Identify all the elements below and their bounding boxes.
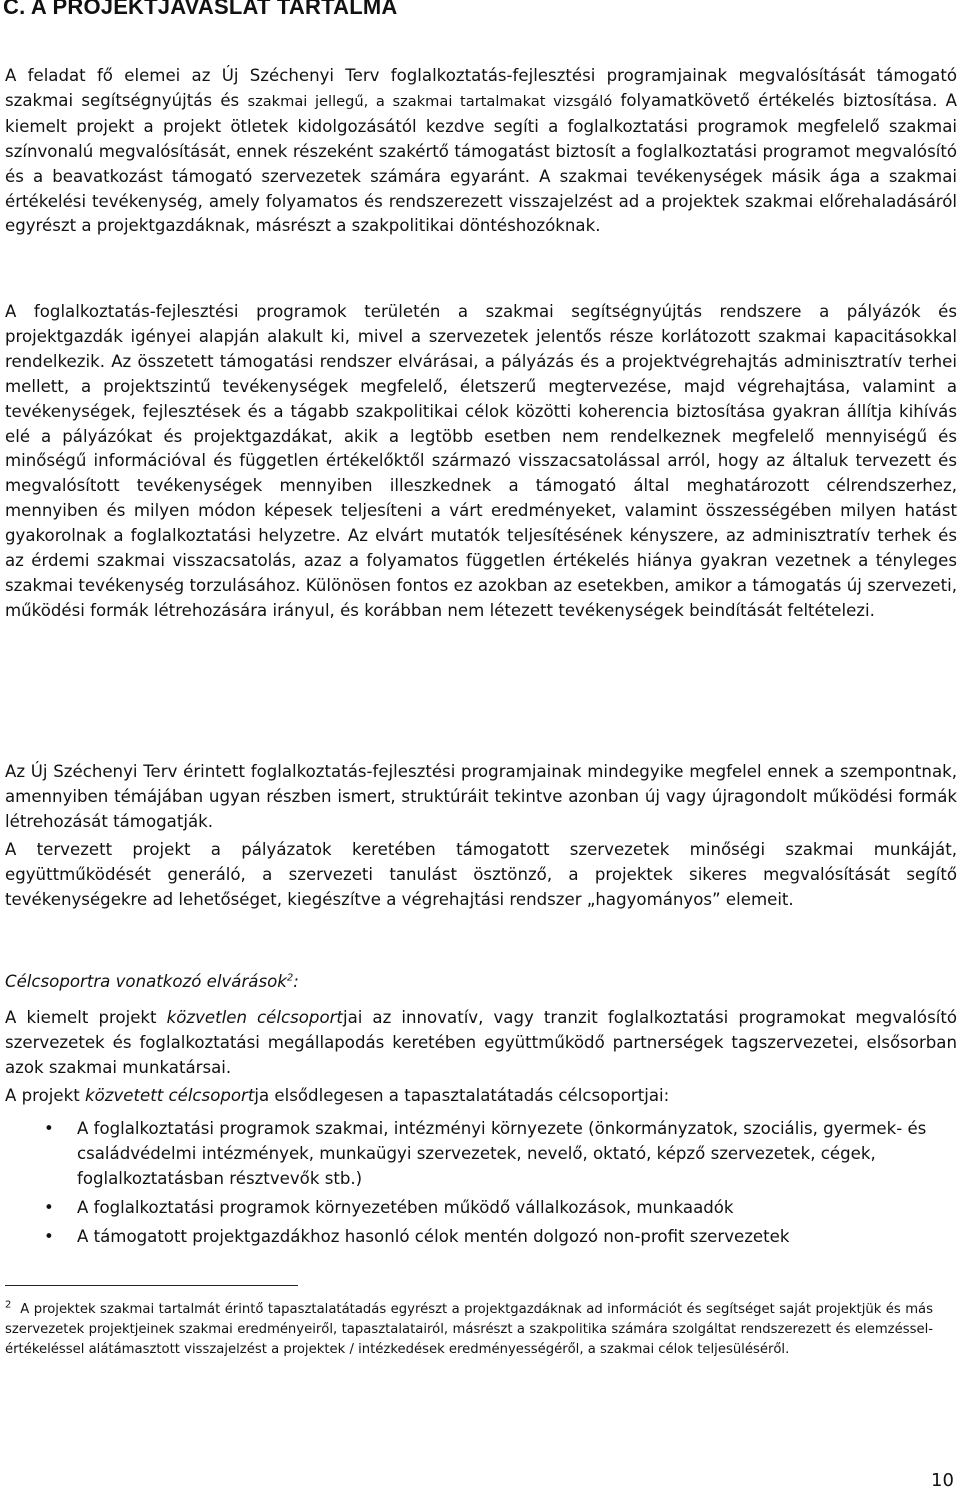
footnote bbox=[5, 1300, 933, 1360]
direct-target-term: közvetlen célcsoport bbox=[166, 1008, 343, 1027]
paragraph-3: Az Új Széchenyi Terv érintett foglalkoztatás-fejlesztési programjainak mindegyike megfelel ennek a szempontnak, amennyiben témájában ugyan részben ismert, struktúráit tekintve azonban új vagy újragondolt működési formák létrehozását támogatják. bbox=[5, 762, 957, 831]
paragraph-5: A kiemelt projekt közvetlen célcsoportjai az innovatív, vagy tranzit foglalkoztatási programokat megvalósító szervezetek és foglalkoztatási megállapodás keretében együttműködő partnerségek tagszervezetei, elsősorban azok szakmai munkatársai. bbox=[5, 1008, 957, 1077]
paragraph-4: A tervezett projekt a pályázatok keretében támogatott szervezetek minőségi szakmai munkáját, együttműködését generáló, a szervezeti tanulást ösztönző, a projektek sikeres megvalósítását segítő tevékenységekre ad lehetőséget, kiegészítve a végrehajtási rendszer „hagyományos” elemeit. bbox=[5, 840, 957, 909]
paragraph-1-text-a: A feladat fő elemei az Új Széchenyi Terv foglalkoztatás-fejlesztési programjainak megvalósítását támogató szakmai segítségnyújtás és bbox=[5, 66, 957, 110]
footnote-text: A projektek szakmai tartalmát érintő tapasztalatátadás egyrészt a projektgazdáknak ad információt és segítséget saját projektjük és más szervezetek projektjeinek szakmai eredményeiről, tapasztalatairól, másrészt a szakpolitika számára szolgáltat rendszerezett és elemzéssel-értékeléssel alátámasztott visszajelzést a projektek / intézkedések eredményességéről, a szakmai célok teljesüléséről. bbox=[5, 1302, 933, 1357]
target-group-heading: Célcsoportra vonatkozó elvárások$^2$: bbox=[5, 972, 299, 991]
paragraph-2: A foglalkoztatás-fejlesztési programok területén a szakmai segítségnyújtás rendszere a pályázók és projektgazdák igényei alapján alakult ki, mivel a szervezetek jelentős része korlátozott szakmai kapacitásokkal rendelkezik. Az összetett támogatási rendszer elvárásai, a pályázás és a projektvégrehajtás adminisztratív terhei mellett, a projektszintű tevékenységek megfelelő, életszerű megtervezése, majd végrehajtása, valamint a tevékenységek, fejlesztések és a tágabb szakpolitikai célok közötti koherencia biztosítása gyakran állítja kihívás elé a pályázókat és projektgazdákat, akik a legtöbb esetben nem rendelkeznek megfelelő mennyiségű és minőségű információval és független értékelőktől származó visszacsatolással arról, hogy az általuk tervezett és megvalósított tevékenységek mennyiben illeszkednek a támogató által meghatározott célrendszerhez, mennyiben és milyen módon képesek teljesíteni a várt eredményeket, valamint összességében milyen hatást gyakorolnak a foglalkoztatási helyzetre. Az elvárt mutatók teljesítésének kényszere, az adminisztratív terhek és az érdemi szakmai visszacsatolás, azaz a folyamatos független értékelés hiánya gyakran vezetnek a tényleges szakmai tevékenység torzulásához. Különösen fontos ez azokban az esetekben, amikor a támogatás új szervezeti, működési formák létrehozására irányul, és korábban nem létezett tevékenységek beindítását feltételezi. bbox=[5, 302, 957, 620]
target-group-list bbox=[0, 1117, 960, 1254]
bullet-icon: • bbox=[44, 1197, 54, 1217]
bullet-icon: • bbox=[44, 1226, 54, 1246]
list-item: • A foglalkoztatási programok szakmai, intézményi környezete (önkormányzatok, szociális, gyermek- és családvédelmi intézmények, munkaügyi szervezetek, nevelő, oktató, képző szervezetek, cégek, foglalkoztatásban résztvevők stb.) bbox=[44, 1119, 927, 1188]
paragraph-1 bbox=[0, 64, 960, 239]
list-item: • A foglalkoztatási programok környezetében működő vállalkozások, munkaadók bbox=[0, 1196, 960, 1221]
section-title: C. A PROJEKTJAVASLAT TARTALMA bbox=[3, 0, 398, 19]
paragraph-6: A projekt közvetett célcsoportja elsődlegesen a tapasztalatátadás célcsoportjai: bbox=[5, 1086, 670, 1105]
footnote-ref: 2 bbox=[286, 972, 294, 984]
indirect-target-term: közvetett célcsoport bbox=[84, 1086, 255, 1105]
page-number: 10 bbox=[931, 1470, 954, 1491]
paragraph-1-text-b: folyamatkövető értékelés biztosítása. A kiemelt projekt a projekt ötletek kidolgozásától kezdve segíti a foglalkoztatási programok megfelelő szakmai színvonalú megvalósítását, ennek részeként szakértő támogatást biztosít a foglalkoztatási programot megvalósító és a beavatkozást támogató szervezetek számára egyaránt. A szakmai tevékenységek másik ága a szakmai értékelési tevékenység, amely folyamatos és rendszerezett visszajelzést ad a projektek szakmai előrehaladásáról egyrészt a projektgazdáknak, másrészt a szakpolitikai döntéshozóknak. bbox=[5, 90, 957, 236]
footnote-number: 2 bbox=[5, 1299, 12, 1311]
list-item: • A támogatott projektgazdákhoz hasonló célok mentén dolgozó non-profit szervezetek bbox=[0, 1225, 960, 1250]
paragraph-1-text-small: szakmai jellegű, a szakmai tartalmakat vizsgáló bbox=[247, 92, 613, 110]
footnote-divider bbox=[5, 1285, 298, 1286]
bullet-icon: • bbox=[44, 1119, 54, 1138]
